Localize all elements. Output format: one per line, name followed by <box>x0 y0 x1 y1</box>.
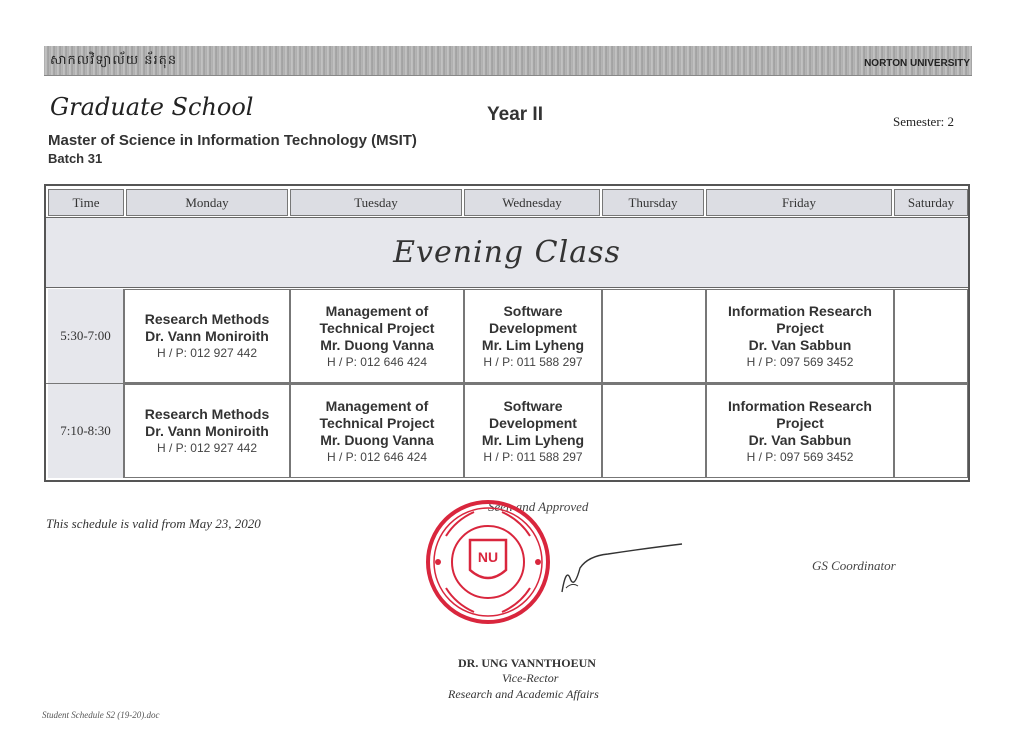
course-title: Information Research Project <box>728 302 872 336</box>
seal-text: NU <box>477 549 499 565</box>
class-cell-thursday-1 <box>602 289 706 383</box>
program-title: Master of Science in Information Technology (MSIT) <box>48 132 417 149</box>
column-header-thursday: Thursday <box>602 189 704 216</box>
teacher-name: Mr. Lim Lyheng <box>481 431 585 448</box>
class-cell-wednesday-2 <box>464 384 602 478</box>
column-header-time: Time <box>48 189 124 216</box>
signature-icon <box>548 538 688 598</box>
course-title: Research Methods <box>144 311 270 327</box>
time-slot-1: 5:30-7:00 <box>48 289 124 383</box>
course-title: Research Methods <box>144 406 270 422</box>
teacher-name: Mr. Duong Vanna <box>320 431 434 448</box>
teacher-name: Dr. Vann Moniroith <box>145 328 269 344</box>
evening-class-banner <box>46 218 968 288</box>
teacher-name: Dr. Van Sabbun <box>748 336 852 353</box>
teacher-phone: H / P: 011 588 297 <box>483 449 583 464</box>
evening-class-label: Evening Class <box>393 235 621 270</box>
approved-label: Seen and Approved <box>488 499 589 514</box>
file-name: Student Schedule S2 (19-20).doc <box>42 710 160 720</box>
column-header-monday: Monday <box>126 189 288 216</box>
course-title: Management of Technical Project <box>319 397 435 431</box>
time-slot-2: 7:10-8:30 <box>48 384 124 478</box>
valid-from-note: This schedule is valid from May 23, 2020 <box>46 516 261 531</box>
rector-department: Research and Academic Affairs <box>448 687 599 701</box>
class-cell-saturday-2 <box>894 384 968 478</box>
teacher-phone: H / P: 012 927 442 <box>156 441 258 455</box>
coordinator-label: GS Coordinator <box>812 558 896 573</box>
course-title: Software Development <box>489 397 577 431</box>
class-cell-monday-2 <box>124 384 290 478</box>
teacher-phone: H / P: 011 588 297 <box>483 354 583 369</box>
class-cell-tuesday-1 <box>290 289 464 383</box>
teacher-phone: H / P: 097 569 3452 <box>746 449 854 464</box>
class-cell-friday-2 <box>706 384 894 478</box>
class-cell-monday-1 <box>124 289 290 383</box>
batch-label: Batch 31 <box>48 151 103 166</box>
column-header-friday: Friday <box>706 189 892 216</box>
teacher-name: Mr. Duong Vanna <box>320 336 434 353</box>
header-band <box>44 46 972 76</box>
school-title: Graduate School <box>50 93 254 121</box>
teacher-phone: H / P: 012 646 424 <box>326 354 428 369</box>
teacher-phone: H / P: 012 646 424 <box>326 449 428 464</box>
rector-title: Vice-Rector <box>502 671 559 685</box>
class-cell-wednesday-1 <box>464 289 602 383</box>
rector-name: DR. UNG VANNTHOEUN <box>458 656 596 670</box>
teacher-name: Mr. Lim Lyheng <box>481 336 585 353</box>
university-name: NORTON UNIVERSITY <box>864 58 970 69</box>
schedule-table <box>44 184 970 482</box>
khmer-university-name: សាកលវិទ្យាល័យ ន័រតុន <box>50 53 178 68</box>
course-title: Information Research Project <box>728 397 872 431</box>
class-cell-thursday-2 <box>602 384 706 478</box>
class-cell-saturday-1 <box>894 289 968 383</box>
table-header-row <box>46 186 968 218</box>
teacher-phone: H / P: 012 927 442 <box>156 346 258 360</box>
teacher-name: Dr. Vann Moniroith <box>145 423 269 439</box>
column-header-tuesday: Tuesday <box>290 189 462 216</box>
semester-label: Semester: 2 <box>893 114 955 129</box>
year-title: Year II <box>487 104 543 125</box>
course-title: Software Development <box>489 302 577 336</box>
university-seal-icon <box>424 498 552 626</box>
teacher-name: Dr. Van Sabbun <box>748 431 852 448</box>
teacher-phone: H / P: 097 569 3452 <box>746 354 854 369</box>
column-header-wednesday: Wednesday <box>464 189 600 216</box>
class-cell-friday-1 <box>706 289 894 383</box>
course-title: Management of Technical Project <box>319 302 435 336</box>
column-header-saturday: Saturday <box>894 189 968 216</box>
class-cell-tuesday-2 <box>290 384 464 478</box>
